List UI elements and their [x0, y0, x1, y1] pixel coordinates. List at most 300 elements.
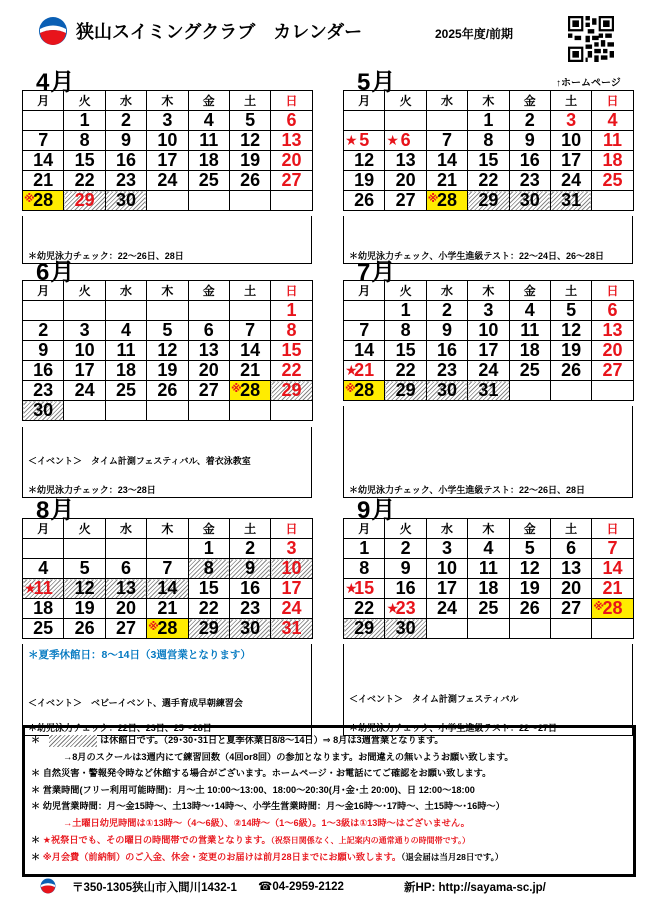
- day-cell: [385, 111, 426, 131]
- note-line: ＊幼児泳力チェック：22～26日、28日: [28, 251, 184, 261]
- day-number: 21: [354, 360, 375, 380]
- day-cell: [344, 321, 385, 341]
- day-cell: [509, 341, 550, 361]
- day-cell: [188, 131, 229, 151]
- day-cell: [147, 131, 188, 151]
- day-cell: [550, 111, 591, 131]
- day-number: 7: [441, 130, 452, 150]
- day-cell: [147, 599, 188, 619]
- weekday-header: 木: [468, 281, 509, 301]
- day-cell: [188, 151, 229, 171]
- day-number: 20: [281, 150, 302, 170]
- day-cell: [468, 361, 509, 381]
- day-number: 24: [561, 170, 582, 190]
- month-calendar: [343, 90, 634, 211]
- day-number: 6: [400, 130, 411, 150]
- day-number: 17: [436, 578, 457, 598]
- day-number: 1: [79, 110, 90, 130]
- day-cell: [426, 111, 467, 131]
- day-cell: [592, 191, 633, 211]
- weekday-header: 土: [229, 91, 270, 111]
- day-number: 19: [354, 170, 375, 190]
- day-number: 27: [602, 360, 623, 380]
- day-cell: [188, 171, 229, 191]
- day-number: 1: [400, 300, 411, 320]
- day-cell: [147, 111, 188, 131]
- day-cell: [64, 361, 105, 381]
- day-cell: [592, 341, 633, 361]
- day-cell: [188, 599, 229, 619]
- day-number: 3: [286, 538, 297, 558]
- day-cell: [271, 171, 312, 191]
- day-number: 21: [602, 578, 623, 598]
- day-number: 14: [157, 578, 178, 598]
- fee-note: ＊ ※月会費（前納制）のご入金、休会・変更のお届けは前月28日までにお願い致します。（退会届は当月28日です。）: [31, 852, 504, 862]
- day-number: 2: [441, 300, 452, 320]
- day-cell: [23, 381, 64, 401]
- day-cell: [64, 151, 105, 171]
- day-cell: [426, 131, 467, 151]
- hatch-legend-icon: [49, 735, 97, 747]
- day-number: 30: [519, 190, 540, 210]
- day-number: 10: [436, 558, 457, 578]
- day-cell: [468, 599, 509, 619]
- day-number: 1: [203, 538, 214, 558]
- day-cell: [426, 619, 467, 639]
- day-number: 15: [74, 150, 95, 170]
- weekday-header: 木: [468, 519, 509, 539]
- day-number: 20: [395, 170, 416, 190]
- day-cell: [23, 131, 64, 151]
- day-cell: [271, 599, 312, 619]
- day-number: 26: [354, 190, 375, 210]
- school-hours-note: ＊ 幼児営業時間：月～金15時～、土13時～･14時～、小学生営業時間：月～金16時～･17時～、土15時～･16時～）: [31, 801, 505, 811]
- star-icon: ★: [24, 580, 37, 596]
- day-number: 4: [38, 558, 49, 578]
- weekday-header: 土: [550, 91, 591, 111]
- day-number: 9: [245, 558, 256, 578]
- weekday-header: 木: [468, 91, 509, 111]
- weekday-header: 火: [385, 519, 426, 539]
- day-number: 9: [120, 130, 131, 150]
- month-title: 7月: [357, 259, 397, 286]
- day-cell: [509, 619, 550, 639]
- weekday-header: 水: [105, 91, 146, 111]
- day-cell: [385, 191, 426, 211]
- month-notes: [22, 427, 312, 498]
- day-cell: [147, 559, 188, 579]
- weekday-header: 金: [188, 519, 229, 539]
- day-number: 12: [354, 150, 375, 170]
- day-cell: [385, 381, 426, 401]
- day-cell: [229, 381, 270, 401]
- day-number: 1: [359, 538, 370, 558]
- day-number: 11: [478, 558, 498, 578]
- star-icon: ★: [386, 132, 399, 148]
- day-cell: [426, 539, 467, 559]
- day-cell: [23, 111, 64, 131]
- day-number: 23: [519, 170, 540, 190]
- day-number: 15: [281, 340, 302, 360]
- day-number: 4: [524, 300, 535, 320]
- day-cell: [385, 361, 426, 381]
- day-cell: [147, 579, 188, 599]
- day-number: 22: [478, 170, 499, 190]
- day-cell: [271, 111, 312, 131]
- month-notes: [343, 644, 633, 736]
- day-number: 11: [520, 320, 540, 340]
- day-cell: [188, 539, 229, 559]
- day-cell: [426, 599, 467, 619]
- day-cell: [592, 321, 633, 341]
- day-number: 18: [478, 578, 499, 598]
- day-number: 27: [561, 598, 582, 618]
- day-cell: [105, 191, 146, 211]
- day-number: 13: [395, 150, 416, 170]
- day-number: 23: [395, 598, 416, 618]
- day-cell: [229, 401, 270, 421]
- day-number: 31: [281, 618, 302, 638]
- day-number: 16: [240, 578, 261, 598]
- weekday-header: 月: [344, 281, 385, 301]
- day-number: 6: [203, 320, 214, 340]
- day-cell: [468, 381, 509, 401]
- day-cell: [550, 559, 591, 579]
- day-cell: [426, 151, 467, 171]
- day-number: 11: [33, 578, 53, 598]
- day-cell: [468, 151, 509, 171]
- weekday-header: 土: [550, 281, 591, 301]
- day-cell: [509, 191, 550, 211]
- day-number: 13: [281, 130, 302, 150]
- day-cell: [509, 579, 550, 599]
- day-cell: [426, 191, 467, 211]
- month-calendar: [22, 518, 313, 639]
- day-number: 19: [561, 340, 582, 360]
- day-cell: [147, 171, 188, 191]
- day-cell: [550, 171, 591, 191]
- star-icon: ★: [345, 362, 358, 378]
- day-number: 10: [157, 130, 178, 150]
- day-cell: [147, 151, 188, 171]
- day-cell: [64, 599, 105, 619]
- day-number: 3: [441, 538, 452, 558]
- day-number: 29: [395, 380, 416, 400]
- day-number: 6: [286, 110, 297, 130]
- day-number: 22: [198, 598, 219, 618]
- homepage-link[interactable]: ↑ホームページ: [556, 78, 621, 89]
- day-cell: [509, 599, 550, 619]
- day-number: 2: [120, 110, 131, 130]
- day-cell: [64, 619, 105, 639]
- day-number: 24: [478, 360, 499, 380]
- day-cell: [385, 579, 426, 599]
- day-number: 12: [561, 320, 582, 340]
- weekday-header: 水: [426, 91, 467, 111]
- day-cell: [426, 321, 467, 341]
- day-cell: [105, 321, 146, 341]
- day-number: 25: [33, 618, 54, 638]
- day-cell: [592, 171, 633, 191]
- day-cell: [550, 301, 591, 321]
- month-title: 4月: [36, 69, 76, 96]
- day-cell: [188, 341, 229, 361]
- day-number: 12: [157, 340, 178, 360]
- day-cell: [344, 151, 385, 171]
- day-number: 28: [354, 380, 375, 400]
- day-number: 8: [359, 558, 370, 578]
- day-number: 8: [79, 130, 90, 150]
- day-cell: [23, 619, 64, 639]
- day-number: 26: [240, 170, 261, 190]
- day-number: 12: [74, 578, 95, 598]
- day-cell: [509, 111, 550, 131]
- day-number: 18: [115, 360, 136, 380]
- day-cell: [385, 301, 426, 321]
- august-school-note: →8月のスクールは3週内にて練習回数（4回or8回）の参加となります。お間違えの無いようお願い致します。: [63, 752, 514, 762]
- day-number: 13: [561, 558, 582, 578]
- kome-mark-icon: ※: [230, 383, 242, 395]
- day-cell: [592, 559, 633, 579]
- day-number: 16: [436, 340, 457, 360]
- day-number: 3: [162, 110, 173, 130]
- day-number: 25: [115, 380, 136, 400]
- day-number: 11: [116, 340, 136, 360]
- day-cell: [188, 301, 229, 321]
- weekday-header: 月: [23, 281, 64, 301]
- day-number: 8: [483, 130, 494, 150]
- day-number: 21: [240, 360, 261, 380]
- day-number: 15: [395, 340, 416, 360]
- day-cell: [385, 599, 426, 619]
- day-cell: [23, 539, 64, 559]
- day-cell: [426, 171, 467, 191]
- day-cell: [147, 301, 188, 321]
- day-cell: [147, 619, 188, 639]
- month-calendar: [22, 280, 313, 421]
- day-number: 25: [602, 170, 623, 190]
- day-cell: [64, 559, 105, 579]
- day-number: 3: [566, 110, 577, 130]
- day-number: 15: [478, 150, 499, 170]
- day-cell: [188, 381, 229, 401]
- day-cell: [468, 539, 509, 559]
- day-number: 22: [354, 598, 375, 618]
- day-cell: [64, 381, 105, 401]
- day-cell: [229, 599, 270, 619]
- day-cell: [229, 301, 270, 321]
- day-cell: [229, 151, 270, 171]
- month-title: 5月: [357, 69, 397, 96]
- day-cell: [550, 341, 591, 361]
- day-cell: [385, 559, 426, 579]
- day-number: 6: [120, 558, 131, 578]
- day-cell: [592, 619, 633, 639]
- day-cell: [271, 131, 312, 151]
- day-number: 20: [561, 578, 582, 598]
- day-cell: [592, 599, 633, 619]
- day-cell: [271, 341, 312, 361]
- day-cell: [229, 341, 270, 361]
- kome-mark-icon: ※: [427, 193, 439, 205]
- day-cell: [509, 539, 550, 559]
- day-number: 17: [74, 360, 95, 380]
- day-cell: [550, 321, 591, 341]
- day-cell: [550, 619, 591, 639]
- day-cell: [64, 301, 105, 321]
- day-cell: [468, 111, 509, 131]
- day-cell: [468, 341, 509, 361]
- day-cell: [23, 151, 64, 171]
- month-block: [22, 252, 312, 495]
- day-cell: [468, 301, 509, 321]
- day-number: 9: [400, 558, 411, 578]
- day-cell: [64, 131, 105, 151]
- day-cell: [64, 321, 105, 341]
- day-cell: [385, 131, 426, 151]
- qr-code-icon[interactable]: [568, 16, 614, 62]
- day-cell: [385, 321, 426, 341]
- day-cell: [271, 301, 312, 321]
- day-number: 29: [198, 618, 219, 638]
- weekday-header: 土: [550, 519, 591, 539]
- day-number: 7: [245, 320, 256, 340]
- day-cell: [468, 579, 509, 599]
- day-cell: [592, 579, 633, 599]
- day-cell: [385, 151, 426, 171]
- day-cell: [147, 191, 188, 211]
- weekday-header: 月: [344, 519, 385, 539]
- day-cell: [64, 579, 105, 599]
- day-number: 30: [395, 618, 416, 638]
- day-cell: [188, 579, 229, 599]
- day-cell: [550, 381, 591, 401]
- day-number: 17: [281, 578, 302, 598]
- day-cell: [509, 361, 550, 381]
- website-link[interactable]: 新HP: http://sayama-sc.jp/: [404, 882, 546, 894]
- day-cell: [271, 151, 312, 171]
- day-cell: [344, 539, 385, 559]
- day-cell: [188, 401, 229, 421]
- day-cell: [23, 559, 64, 579]
- star-icon: ★: [345, 580, 358, 596]
- day-number: 8: [203, 558, 214, 578]
- day-cell: [105, 171, 146, 191]
- day-cell: [23, 191, 64, 211]
- day-number: 26: [561, 360, 582, 380]
- day-cell: [344, 191, 385, 211]
- day-number: 13: [198, 340, 219, 360]
- day-cell: [105, 619, 146, 639]
- note-line: ＊幼児泳力チェック、小学生進級テスト：22～27日: [349, 723, 558, 733]
- month-calendar: [343, 518, 634, 639]
- month-title: 9月: [357, 497, 397, 524]
- star-icon: ★: [345, 132, 358, 148]
- weekday-header: 日: [271, 91, 312, 111]
- day-cell: [509, 131, 550, 151]
- hours-note: ＊ 営業時間(フリー利用可能時間)：月～土 10:00～13:00、18:00～20:30(月･金･土 20:00)、日 12:00～18:00: [31, 785, 475, 795]
- weekday-header: 日: [271, 519, 312, 539]
- month-calendar: [22, 90, 313, 211]
- weekday-header: 木: [147, 519, 188, 539]
- weekday-header: 水: [105, 281, 146, 301]
- day-number: 3: [79, 320, 90, 340]
- day-number: 25: [519, 360, 540, 380]
- day-number: 5: [162, 320, 173, 340]
- day-number: 3: [483, 300, 494, 320]
- day-cell: [229, 111, 270, 131]
- weekday-header: 木: [147, 91, 188, 111]
- day-cell: [468, 131, 509, 151]
- day-cell: [271, 321, 312, 341]
- day-cell: [105, 599, 146, 619]
- day-cell: [385, 539, 426, 559]
- day-number: 28: [436, 190, 457, 210]
- day-number: 18: [33, 598, 54, 618]
- day-number: 16: [395, 578, 416, 598]
- day-cell: [385, 171, 426, 191]
- day-cell: [550, 151, 591, 171]
- day-number: 27: [395, 190, 416, 210]
- day-number: 21: [157, 598, 178, 618]
- day-number: 7: [38, 130, 49, 150]
- phone[interactable]: ☎04-2959-2122: [258, 881, 344, 893]
- day-cell: [550, 361, 591, 381]
- day-number: 29: [281, 380, 302, 400]
- day-cell: [344, 341, 385, 361]
- day-cell: [105, 111, 146, 131]
- day-cell: [592, 381, 633, 401]
- day-cell: [509, 559, 550, 579]
- day-cell: [344, 171, 385, 191]
- weekday-header: 金: [188, 281, 229, 301]
- day-number: 10: [478, 320, 499, 340]
- day-cell: [23, 579, 64, 599]
- day-number: 8: [286, 320, 297, 340]
- day-number: 6: [607, 300, 618, 320]
- day-number: 21: [436, 170, 457, 190]
- day-number: 19: [240, 150, 261, 170]
- weekday-header: 木: [147, 281, 188, 301]
- day-number: 8: [400, 320, 411, 340]
- day-number: 30: [33, 400, 54, 420]
- day-cell: [344, 559, 385, 579]
- day-cell: [509, 171, 550, 191]
- weekday-header: 日: [271, 281, 312, 301]
- day-number: 15: [198, 578, 219, 598]
- day-number: 25: [478, 598, 499, 618]
- day-number: 5: [566, 300, 577, 320]
- day-cell: [385, 341, 426, 361]
- weekday-header: 日: [592, 519, 633, 539]
- page-title: 狭山スイミングクラブ カレンダー: [76, 22, 363, 42]
- holiday-hours-note: ＊ ★祝祭日でも、その曜日の時間帯での営業となります。（祝祭日関係なく、上記案内の通常通りの時間帯です。）: [31, 835, 470, 845]
- day-cell: [592, 539, 633, 559]
- day-number: 9: [38, 340, 49, 360]
- weekday-header: 水: [426, 281, 467, 301]
- day-cell: [592, 111, 633, 131]
- kome-mark-icon: ※: [593, 601, 605, 613]
- note-line: ＊幼児泳力チェック：22日、23日、25～28日: [28, 723, 212, 733]
- kome-mark-icon: ※: [345, 383, 356, 395]
- day-number: 30: [436, 380, 457, 400]
- day-cell: [229, 619, 270, 639]
- day-cell: [23, 171, 64, 191]
- closure-note: ＊ 自然災害・警報発令時など休館する場合がございます。ホームページ・お電話にてご確認をお願い致します。: [31, 768, 492, 778]
- day-cell: [188, 559, 229, 579]
- day-cell: [271, 619, 312, 639]
- day-cell: [105, 539, 146, 559]
